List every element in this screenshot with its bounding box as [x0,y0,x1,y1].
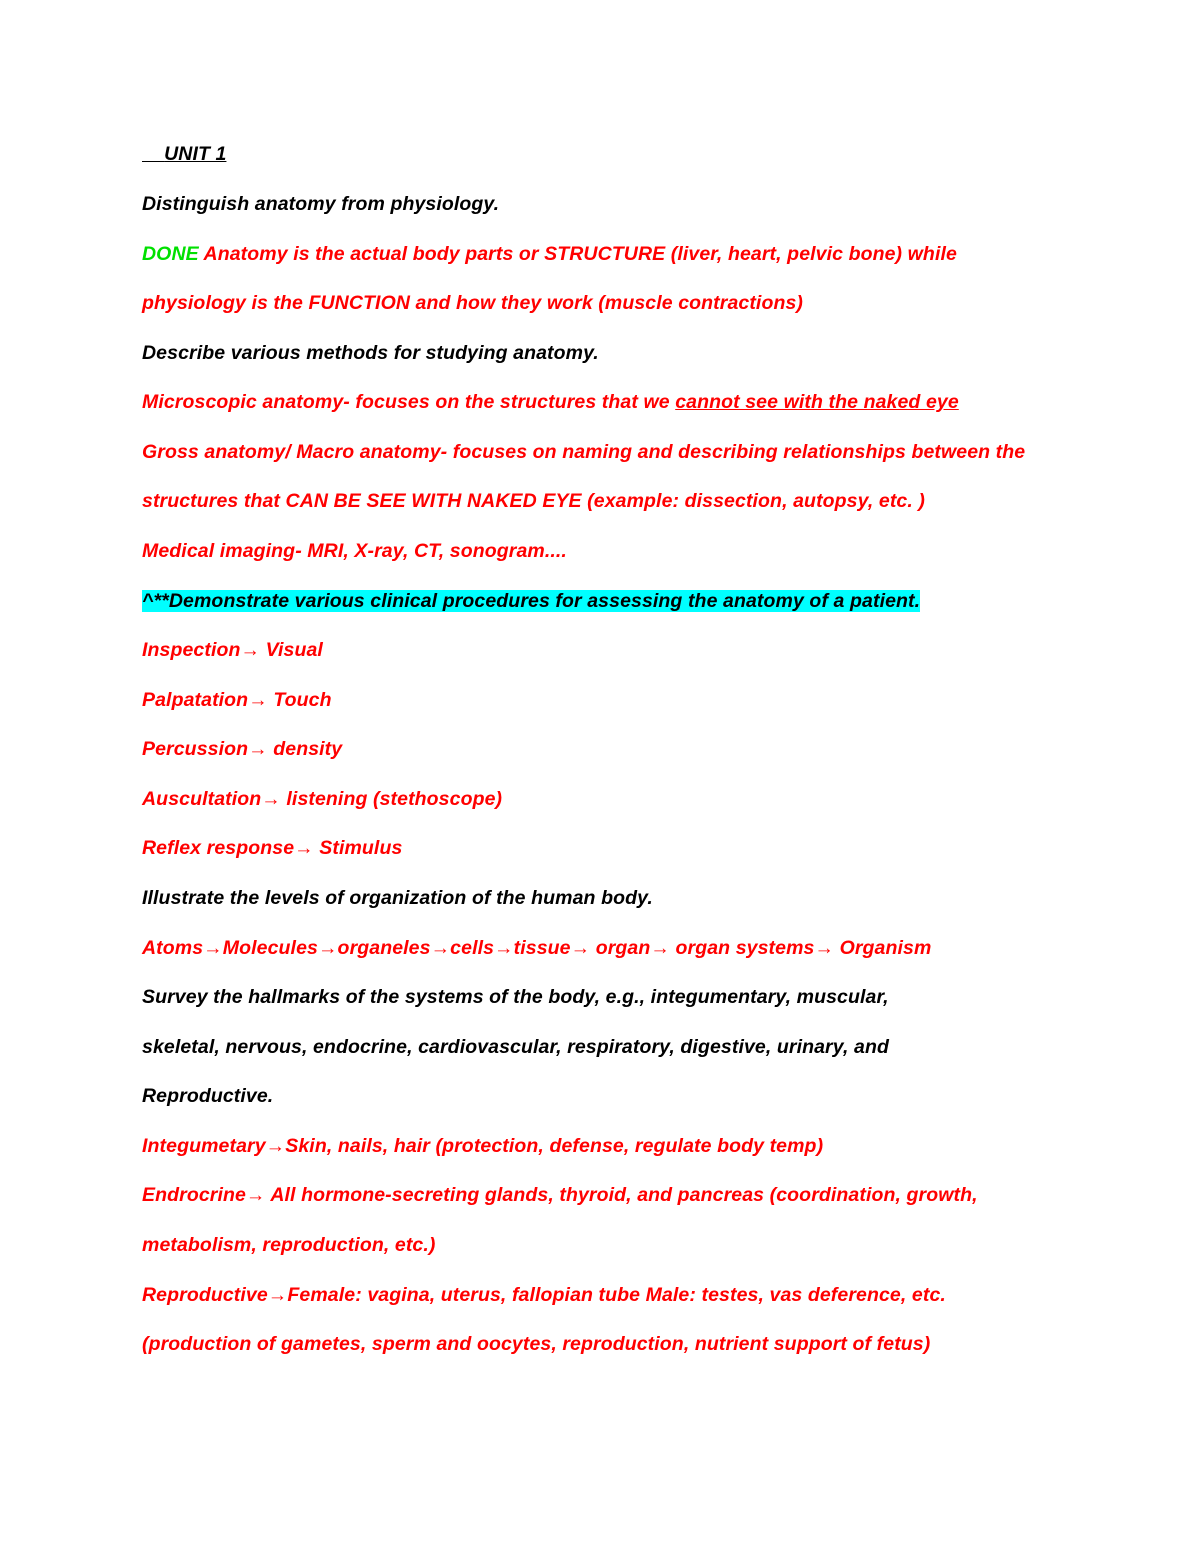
answer-endocrine-line-2: metabolism, reproduction, etc.) [142,1234,436,1256]
answer-reproductive-line-2: (production of gametes, sperm and oocytes, reproduction, nutrient support of fetus) [142,1333,931,1355]
question-systems-line-2: skeletal, nervous, endocrine, cardiovascular, respiratory, digestive, urinary, and [142,1036,889,1058]
microscopic-text: Microscopic anatomy- focuses on the structures that we [142,391,676,413]
question-levels: Illustrate the levels of organization of the human body. [142,887,653,909]
question-clinical [142,588,920,614]
answer-microscopic [142,389,959,415]
answer-gross-line-1: Gross anatomy/ Macro anatomy- focuses on naming and describing relationships between the [142,441,1026,463]
microscopic-underlined: cannot see with the naked eye [675,391,959,413]
question-systems-line-3: Reproductive. [142,1085,274,1107]
question-distinguish: Distinguish anatomy from physiology. [142,193,500,215]
answer-percussion: Percussion→ density [142,738,343,760]
question-systems-line-1: Survey the hallmarks of the systems of the body, e.g., integumentary, muscular, [142,986,889,1008]
question-methods: Describe various methods for studying anatomy. [142,342,599,364]
unit-heading [142,141,226,167]
done-marker: DONE [142,243,199,265]
answer-anatomy-line-1 [142,241,957,267]
answer-anatomy-line-2: physiology is the FUNCTION and how they work (muscle contractions) [142,292,804,314]
answer-anatomy-text: Anatomy is the actual body parts or STRUCTURE (liver, heart, pelvic bone) while [198,243,957,265]
answer-inspection: Inspection→ Visual [142,639,323,661]
answer-imaging: Medical imaging- MRI, X-ray, CT, sonogram.... [142,540,567,562]
answer-palpation: Palpatation→ Touch [142,689,332,711]
answer-levels: Atoms→Molecules→organeles→cells→tissue→ organ→ organ systems→ Organism [142,937,932,959]
answer-reflex: Reflex response→ Stimulus [142,837,403,859]
unit-heading-text: UNIT 1 [164,143,227,165]
answer-reproductive-line-1: Reproductive→Female: vagina, uterus, fallopian tube Male: testes, vas deference, etc. [142,1284,946,1306]
answer-integumentary: Integumetary→Skin, nails, hair (protection, defense, regulate body temp) [142,1135,824,1157]
answer-auscultation: Auscultation→ listening (stethoscope) [142,788,503,810]
answer-endocrine-line-1: Endrocrine→ All hormone-secreting glands, thyroid, and pancreas (coordination, growth, [142,1184,978,1206]
highlighted-question: ^**Demonstrate various clinical procedures for assessing the anatomy of a patient. [142,590,921,612]
answer-gross-line-2: structures that CAN BE SEE WITH NAKED EYE (example: dissection, autopsy, etc. ) [142,490,925,512]
